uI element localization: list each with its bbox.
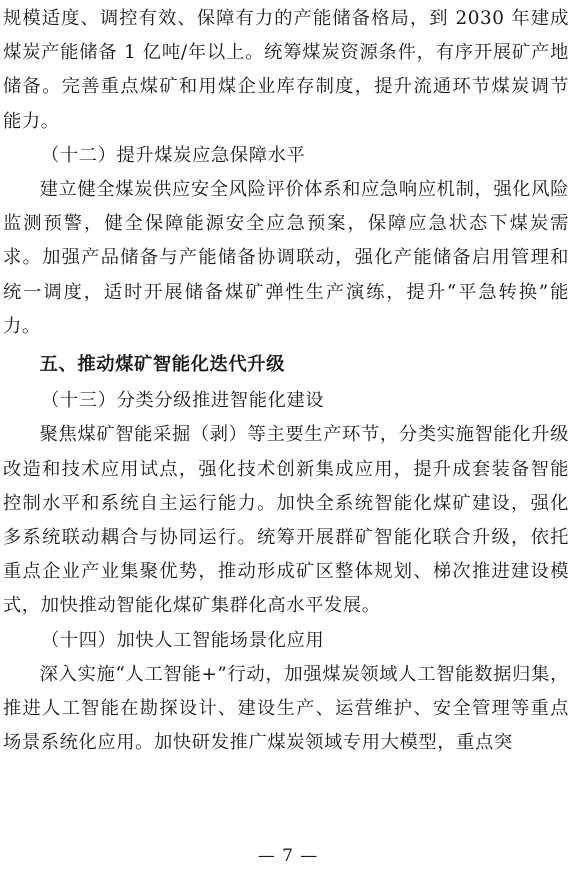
subheading-emergency-guarantee: （十二）提升煤炭应急保障水平 — [41, 144, 306, 166]
document-page — [3, 2, 569, 760]
paragraph-emergency-guarantee: 建立健全煤炭供应安全风险评价体系和应急响应机制，强化风险监测预警，健全保障能源安全应急预案，保障应急状态下煤炭需求。加强产品储备与产能储备协调联动，强化产能储备启用管理和统一调度，适时开展储备煤矿弹性生产演练，提升“平急转换”能力。 — [3, 179, 569, 337]
subheading-intelligent-construction: （十三）分类分级推进智能化建设 — [41, 390, 325, 412]
subheading-ai-application: （十四）加快人工智能场景化应用 — [41, 629, 325, 651]
section-heading-intelligent-upgrade: 五、推动煤矿智能化迭代升级 — [39, 354, 286, 376]
page-number: — 7 — — [257, 846, 319, 866]
paragraph-intelligent-construction: 聚焦煤矿智能采掘（剥）等主要生产环节，分类实施智能化升级改造和技术应用试点，强化技术创新集成应用，提升成套装备智能控制水平和系统自主运行能力。加快全系统智能化煤矿建设，强化多系统联动耦合与协同运行。统筹开展群矿智能化联合升级，依托重点企业产业集聚优势，推动形成矿区整体规划、梯次推进建设模式，加快推动智能化煤矿集群化高水平发展。 — [3, 424, 569, 617]
paragraph-ai-application: 深入实施“人工智能+”行动，加强煤炭领域人工智能数据归集，推进人工智能在勘探设计、建设生产、运营维护、安全管理等重点场景系统化应用。加快研发推广煤炭领域专用大模型，重点突 — [3, 663, 569, 754]
paragraph-capacity-reserve: 规模适度、调控有效、保障有力的产能储备格局，到 2030 年建成煤炭产能储备 1 亿吨/年以上。统筹煤炭资源条件，有序开展矿产地储备。完善重点煤矿和用煤企业库存制度，提升流通环节煤炭调节能力。 — [3, 8, 569, 132]
